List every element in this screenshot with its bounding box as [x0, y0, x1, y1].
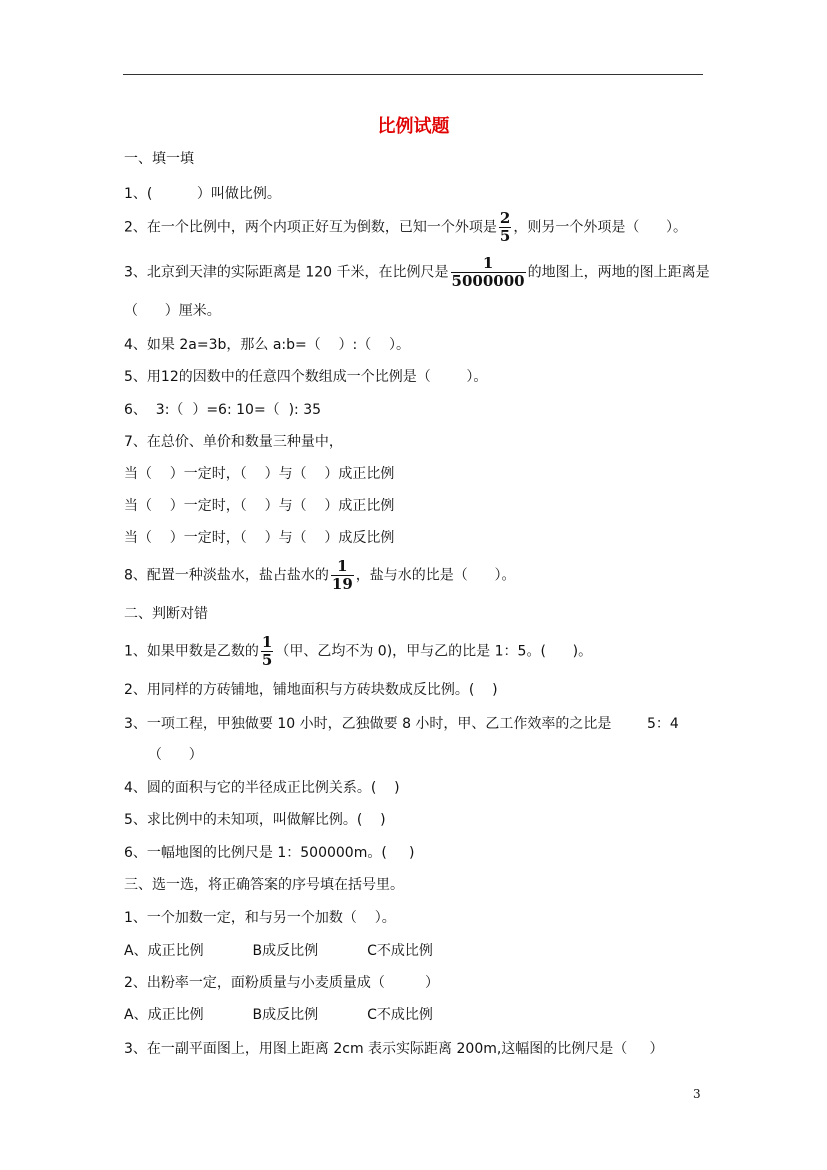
- s1-question-7: 7、在总价、单价和数量三种量中，: [124, 434, 343, 450]
- fraction-numerator: 1: [482, 254, 494, 272]
- fraction-numerator: 2: [499, 209, 511, 227]
- section-2-heading: 二、判断对错: [124, 606, 208, 622]
- s1-q3-text-before: 3、北京到天津的实际距离是 120 千米，在比例尺是: [124, 264, 449, 281]
- s3-question-1-options: A、成正比例 B成反比例 C不成比例: [124, 943, 433, 959]
- fraction: [451, 255, 526, 290]
- s1-question-7-line-c: 当（ ）一定时，（ ）与（ ）成反比例: [124, 530, 395, 546]
- fraction: [499, 210, 511, 245]
- s2-question-4: 4、圆的面积与它的半径成正比例关系。( ): [124, 780, 400, 796]
- s1-q2-text-after: ，则另一个外项是（ ）。: [513, 219, 688, 236]
- s1-question-7-line-a: 当（ ）一定时，（ ）与（ ）成正比例: [124, 466, 395, 482]
- s2-question-2: 2、用同样的方砖铺地，铺地面积与方砖块数成反比例。( ): [124, 682, 498, 698]
- section-1-heading: 一、填一填: [124, 151, 194, 167]
- fraction-denominator: 5000000: [451, 272, 525, 290]
- s1-question-7-line-b: 当（ ）一定时，（ ）与（ ）成正比例: [124, 498, 395, 514]
- s3-question-3: 3、在一副平面图上，用图上距离 2cm 表示实际距离 200m,这幅图的比例尺是（ ）: [124, 1041, 664, 1057]
- page-number: 3: [693, 1087, 701, 1101]
- s2-question-6: 6、一幅地图的比例尺是 1：500000m。( ): [124, 845, 415, 861]
- fraction: [331, 558, 354, 593]
- fraction-numerator: 1: [261, 633, 273, 651]
- s2-q1-text-before: 1、如果甲数是乙数的: [124, 643, 259, 660]
- s2-question-3: 3、一项工程，甲独做要 10 小时，乙独做要 8 小时，甲、乙工作效率的之比是 5：4: [124, 716, 679, 732]
- section-3-heading: 三、选一选，将正确答案的序号填在括号里。: [124, 877, 404, 893]
- s1-question-3-continued: （ ）厘米。: [124, 303, 221, 319]
- s2-question-1: [124, 634, 592, 669]
- s2-q1-text-after: （甲、乙均不为 0)，甲与乙的比是 1：5。( )。: [275, 643, 593, 660]
- header-rule: [123, 74, 703, 75]
- s3-question-2-options: A、成正比例 B成反比例 C不成比例: [124, 1007, 433, 1023]
- s1-question-4: 4、如果 2a=3b，那么 a:b=（ ）:（ ）。: [124, 337, 411, 353]
- fraction-denominator: 5: [261, 651, 273, 669]
- fraction-denominator: 19: [331, 575, 353, 593]
- s2-question-3-answer: （ ）: [148, 747, 203, 763]
- s1-question-2: [124, 210, 687, 245]
- fraction-denominator: 5: [499, 227, 511, 245]
- fraction: [261, 634, 273, 669]
- s3-question-2: 2、出粉率一定，面粉质量与小麦质量成（ ）: [124, 975, 439, 991]
- s1-q2-text-before: 2、在一个比例中，两个内项正好互为倒数，已知一个外项是: [124, 219, 497, 236]
- s1-question-6: 6、 3:（ ）=6: 10=（ ): 35: [124, 402, 322, 418]
- s1-question-3: [124, 255, 710, 290]
- s1-q3-text-after: 的地图上，两地的图上距离是: [527, 264, 710, 281]
- s1-question-8: [124, 558, 516, 593]
- s1-question-1: 1、( ）叫做比例。: [124, 186, 281, 202]
- s1-q8-text-after: ，盐与水的比是（ ）。: [355, 567, 516, 584]
- s1-question-5: 5、用12的因数中的任意四个数组成一个比例是（ ）。: [124, 369, 488, 385]
- s2-question-5: 5、求比例中的未知项，叫做解比例。( ): [124, 812, 386, 828]
- s1-q8-text-before: 8、配置一种淡盐水，盐占盐水的: [124, 567, 329, 584]
- fraction-numerator: 1: [337, 557, 348, 575]
- s3-question-1: 1、一个加数一定，和与另一个加数（ ）。: [124, 910, 396, 926]
- page-title: 比例试题: [377, 116, 450, 137]
